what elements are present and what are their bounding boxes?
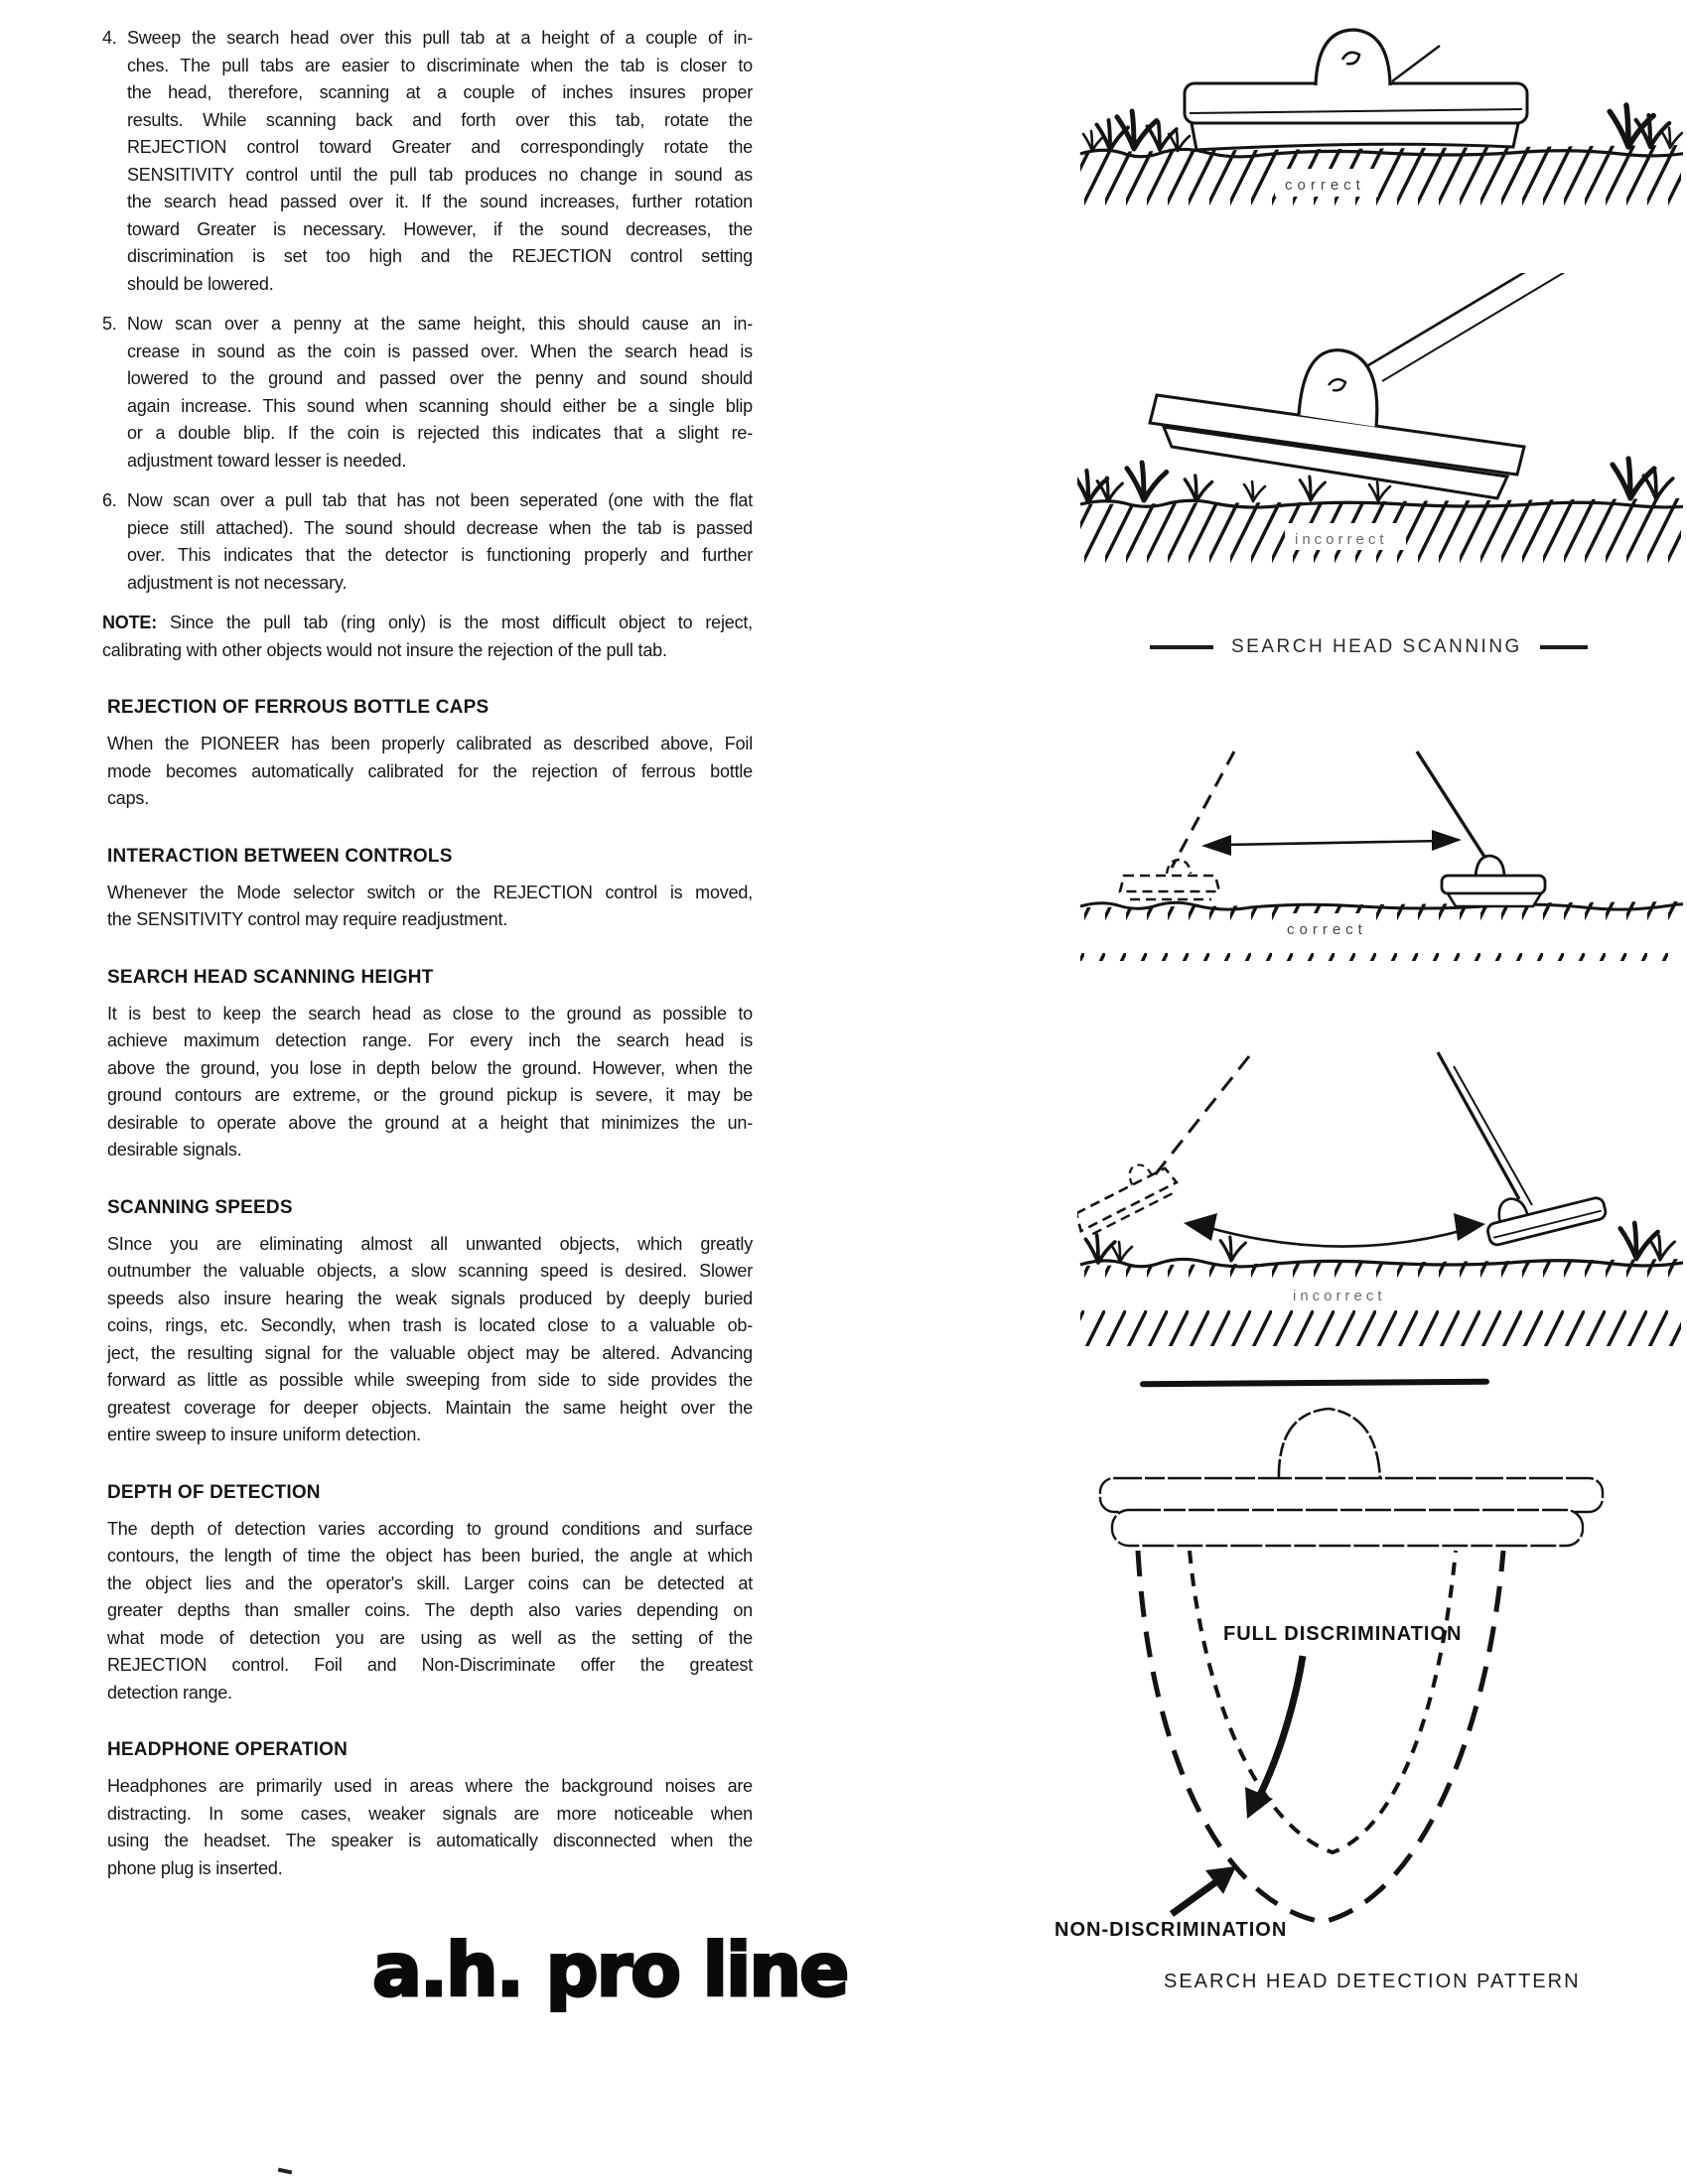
note-label: NOTE: [102, 613, 157, 632]
list-text: Now scan over a pull tab that has not been seperated (one with the flat piece still attached). The sound should decrease when the tab is passed over. This indicates that the detector is functioning properly and further adjustment is not necessary. [127, 490, 753, 593]
figure-label: correct [1287, 921, 1367, 938]
detector-ghost-icon [1077, 1056, 1249, 1238]
list-number: 5. [102, 314, 117, 334]
section-body: When the PIONEER has been properly calibrated as described above, Foil mode becomes automatically calibrated for the rejection of ferrous bottle caps. [107, 734, 753, 808]
section-interaction-controls [107, 843, 753, 934]
section-scanning-speeds [107, 1194, 753, 1449]
figure-label: incorrect [1293, 1288, 1386, 1304]
list-item-6 [102, 487, 753, 597]
section-body: Whenever the Mode selector switch or the REJECTION control is moved, the SENSITIVITY control may require readjustment. [107, 882, 753, 929]
search-head-hub-icon [1279, 1409, 1380, 1481]
caption-rule-left [1150, 645, 1213, 649]
figure-caption-search-head-scanning [1150, 636, 1588, 658]
section-heading: REJECTION OF FERROUS BOTTLE CAPS [107, 697, 490, 718]
section-heading: INTERACTION BETWEEN CONTROLS [107, 845, 453, 867]
list-text: Now scan over a penny at the same height, this should cause an in- crease in sound as the coin is passed over. When the search head is lowered to the ground and passed over the penny and sound should again increase. This sound when scanning should either be a single blip or a double blip. If the coin is rejected this indicates that a slight re- adjustment toward lesser is needed. [127, 314, 753, 471]
non-discrimination-arrow-icon [1172, 1866, 1236, 1914]
grass-icon [1085, 1223, 1674, 1263]
section-heading: HEADPHONE OPERATION [107, 1739, 349, 1760]
scan-artifact [278, 2168, 293, 2175]
note-paragraph [102, 610, 753, 664]
brand-logo: a.h. pro line [372, 1928, 848, 2013]
list-text: Sweep the search head over this pull tab at a height of a couple of in- ches. The pull tabs are easier to discriminate when the tab is closer to the head, therefore, scanning at a couple of inches insures proper results. While scanning back and forth over this tab, rotate the REJECTION control toward Greater and correspondingly rotate the SENSITIVITY control until the pull tab produces no change in sound as the search head passed over it. If the sound increases, further rotation toward Greater is necessary. However, if the sound decreases, the discrimination is set too high and the REJECTION control setting should be lowered. [127, 28, 753, 294]
section-heading: DEPTH OF DETECTION [107, 1481, 321, 1503]
caption-rule-right [1540, 645, 1588, 649]
figure-separator-rule [1140, 1379, 1489, 1387]
list-number: 4. [102, 28, 117, 48]
caption-text: SEARCH HEAD SCANNING [1231, 636, 1522, 657]
figure-level-sweep-correct [1077, 710, 1683, 963]
full-discrimination-curve [1190, 1551, 1456, 1852]
section-heading: SCANNING SPEEDS [107, 1196, 293, 1218]
full-discrimination-arrow-icon [1245, 1656, 1303, 1819]
list-item-4 [102, 25, 753, 298]
section-heading: SEARCH HEAD SCANNING HEIGHT [107, 966, 434, 988]
arc-arrow-icon [1184, 1213, 1485, 1247]
section-depth-of-detection [107, 1479, 753, 1707]
detector-icon [1417, 751, 1545, 906]
list-item-5 [102, 311, 753, 475]
search-head-icon [1100, 1478, 1603, 1546]
non-discrimination-curve [1138, 1551, 1503, 1922]
text-column [102, 25, 753, 1882]
sweep-arrow-icon [1201, 830, 1462, 856]
figure-label: incorrect [1295, 531, 1388, 548]
section-body: Headphones are primarily used in areas where the background noises are distracting. In some cases, weaker signals are more noticeable when using the headset. The speaker is automatically disconnected when the phone plug is inserted. [107, 1776, 753, 1878]
section-rejection-ferrous-caps [107, 694, 753, 813]
section-body: SInce you are eliminating almost all unwanted objects, which greatly outnumber the valuable objects, a slow scanning speed is desired. Slower speeds also insure hearing the weak signals produced by deeply buried coins, rings, etc. Secondly, when trash is located close to a valuable ob- ject, the resulting signal for the valuable object may be altered. Advancing forward as little as possible while sweeping from side to side provides the greatest coverage for deeper objects. Maintain the same height over the entire sweep to insure uniform detection. [107, 1233, 753, 1444]
search-head-icon [1150, 273, 1638, 498]
section-headphone-operation [107, 1736, 753, 1882]
full-discrimination-label: FULL DISCRIMINATION [1223, 1623, 1463, 1645]
list-number: 6. [102, 490, 117, 510]
figure-search-head-tilted-incorrect [1077, 273, 1683, 586]
figure-label: correct [1285, 177, 1365, 194]
note-text-line2: calibrating with other objects would not insure the rejection of the pull tab. [102, 639, 667, 660]
figure-search-head-flat-correct [1077, 5, 1683, 233]
section-body: The depth of detection varies according to ground conditions and surface contours, the length of time the object has been buried, the angle at which the object lies and the operator's skill. Larger coins can be detected at greater depths than smaller coins. The depth also varies depending on what mode of detection you are using as well as the setting of the REJECTION control. Foil and Non-Discriminate offer the greatest detection range. [107, 1518, 753, 1703]
section-scanning-height [107, 964, 753, 1164]
figure-caption-detection-pattern: SEARCH HEAD DETECTION PATTERN [1164, 1971, 1581, 1992]
non-discrimination-label: NON-DISCRIMINATION [1054, 1919, 1288, 1941]
search-head-icon [1185, 30, 1527, 150]
figure-detection-pattern [1043, 1395, 1687, 2015]
note-text-line1: Since the pull tab (ring only) is the most difficult object to reject, [169, 613, 753, 632]
figure-arc-sweep-incorrect [1077, 1023, 1683, 1350]
section-body: It is best to keep the search head as close to the ground as possible to achieve maximum detection range. For every inch the search head is above the ground, you lose in depth below the ground. However, when the ground contours are extreme, or the ground pickup is severe, it may be desirable to operate above the ground at a height that minimizes the un- desirable signals. [107, 1003, 753, 1160]
detector-ghost-icon [1120, 751, 1234, 899]
